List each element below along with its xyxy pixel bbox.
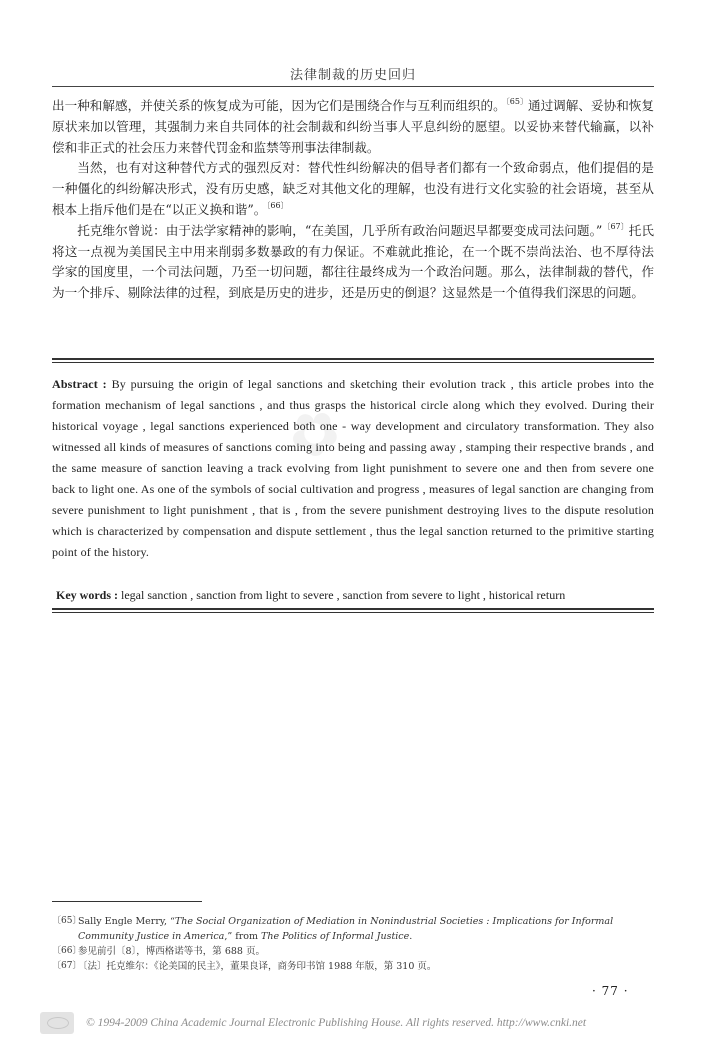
abstract-label: Abstract : (52, 377, 107, 391)
paragraph-3: 托克维尔曾说：由于法学家精神的影响，“在美国，几乎所有政治问题迟早都要变成司法问题。”$^{〔67〕}$托氏将这一点视为美国民主中用来削弱多数暴政的有力保证。不难就此推论，在一个既不崇尚法治、也不厚待法学家的国度里，一个司法问题，乃至一切问题，都往往最终成为一个政治问题。那么，法律制裁的替代，作为一个排斥、剔除法律的过程，到底是历史的进步，还是历史的倒退？这显然是一个值得我们深思的问题。 (52, 221, 655, 301)
footnote-65: 〔65〕 Sally Engle Merry, “The Social Organization of Mediation in Nonindustrial Societies : Implications for Informal Community Justice in America,” from The Politics of Informal Justice. (52, 916, 614, 942)
footnotes (52, 914, 658, 974)
footnote-ref-66[interactable]: 〔66〕 (266, 200, 289, 210)
footnote-67: 〔67〕 〔法〕托克维尔：《论美国的民主》，董果良译，商务印书馆 1988 年版，第 310 页。 (52, 961, 437, 972)
abstract-bottom-rule (52, 608, 654, 613)
page-number: · 77 · (592, 984, 629, 998)
keywords (56, 586, 654, 604)
keywords-text: legal sanction , sanction from light to severe , sanction from severe to light , historical return (121, 588, 566, 602)
abstract (52, 374, 654, 563)
footnote-ref-65[interactable]: 〔65〕 (505, 97, 528, 106)
footnote-ref-67[interactable]: 〔67〕 (602, 221, 629, 231)
watermark: ✿ (274, 391, 355, 475)
paragraph-2: 当然，也有对这种替代方式的强烈反对：替代性纠纷解决的倡导者们都有一个致命弱点，他们提倡的是一种僵化的纠纷解决形式，没有历史感，缺乏对其他文化的理解，也没有进行文化实验的社会语境，甚至从根本上指斥他们是在“以正义换和谐”。$^{〔66〕}$ (52, 160, 654, 217)
running-header: 法律制裁的历史回归 (289, 68, 416, 83)
footer (36, 1012, 676, 1042)
copyright-notice: © 1994-2009 China Academic Journal Electronic Publishing House. All rights reserved. http://www.cnki.net (86, 1017, 587, 1029)
body-text (52, 96, 654, 304)
abstract-text: By pursuing the origin of legal sanctions and sketching their evolution track , this article probes into the formation mechanism of legal sanctions , and thus grasps the historical circle along which they evolved. During their historical voyage , legal sanctions experienced both one - way development and circulatory transformation. They also witnessed all kinds of measures of sanctions coming into being and passing away , stamping their respective brands , and the same measure of sanction leaving a track evolving from light punishment to severe one and then from severe one back to light one. As one of the symbols of social cultivation and progress , measures of legal sanction are changing from severe punishment to light punishment , that is , from the severe punishment destroying lives to the dispute resolution which is characterized by compensation and dispute settlement , thus the legal sanction returned to the primitive starting point of the history. (52, 377, 654, 559)
cnki-logo-icon (40, 1012, 74, 1034)
keywords-label: Key words : (56, 588, 118, 602)
header-rule (52, 86, 654, 87)
footnote-rule (52, 901, 202, 902)
paragraph-1: 出一种和解感，并使关系的恢复成为可能，因为它们是围绕合作与互利而组织的。$^{〔65〕}$通过调解、妥协和恢复原状来加以管理，其强制力来自共同体的社会制裁和纠纷当事人平息纠纷的愿望。以妥协来替代输赢，以补偿和非正式的社会压力来替代罚金和监禁等刑事法律制裁。 (52, 97, 655, 155)
footnote-66: 〔66〕 参见前引〔8〕，博西格诺等书，第 688 页。 (52, 946, 265, 957)
